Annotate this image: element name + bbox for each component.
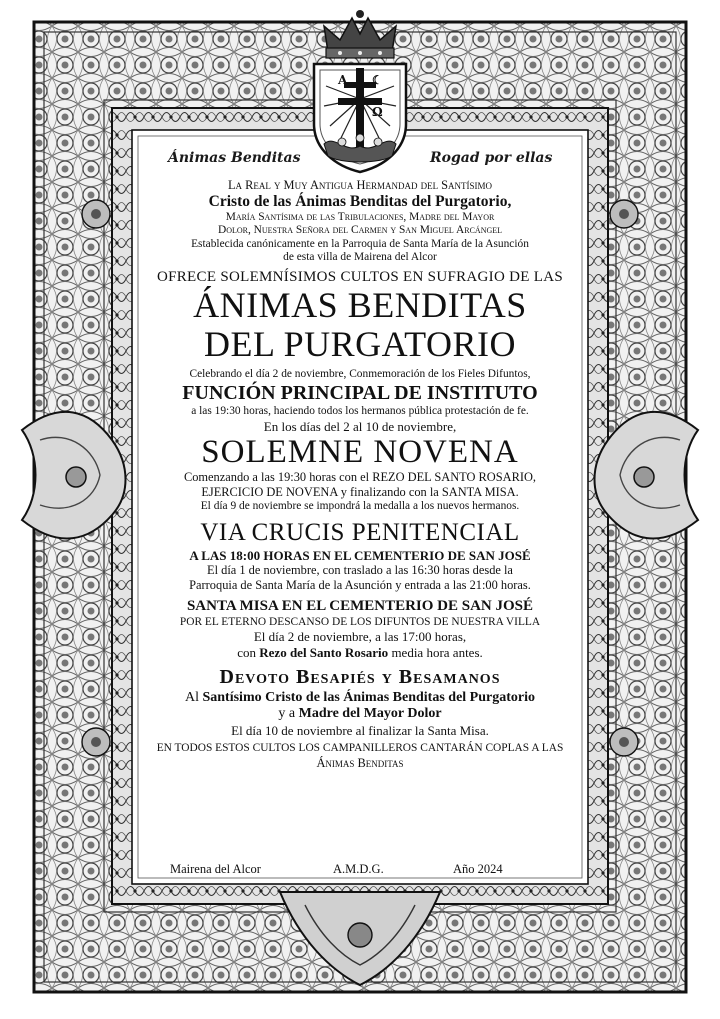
campanilleros-line-2: Ánimas Benditas	[316, 755, 404, 770]
via-crucis-sub: A LAS 18:00 HORAS EN EL CEMENTERIO DE SAN JOSÉ	[189, 547, 531, 563]
brotherhood-crest	[300, 4, 420, 174]
via-crucis-heading: VIA CRUCIS PENITENCIAL	[200, 518, 520, 546]
intro-line-5: Establecida canónicamente en la Parroquia de Santa María de la Asunción	[191, 237, 529, 250]
intro-line-6: de esta villa de Mairena del Alcor	[283, 251, 437, 264]
misa-sub: POR EL ETERNO DESCANSO DE LOS DIFUNTOS DE NUESTRA VILLA	[179, 616, 541, 628]
intro-line-2: Cristo de las Ánimas Benditas del Purgatorio,	[208, 192, 512, 210]
besamanos-heading: Devoto Besapiés y Besamanos	[219, 666, 501, 689]
novena-line-1: Comenzando a las 19:30 horas con el REZO DEL SANTO ROSARIO,	[183, 470, 537, 485]
tagline-rogad-por-ellas: Rogad por ellas	[430, 150, 553, 166]
ofrece-line: OFRECE SOLEMNÍSIMOS CULTOS EN SUFRAGIO DE LAS	[156, 268, 564, 285]
novena-line-2: EJERCICIO DE NOVENA y finalizando con la SANTA MISA.	[201, 484, 519, 499]
intro-line-3: María Santísima de las Tribulaciones, Madre del Mayor	[225, 210, 495, 223]
campanilleros-line-1: EN TODOS ESTOS CULTOS LOS CAMPANILLEROS CANTARÁN COPLAS A LAS	[156, 742, 564, 755]
novena-line-3: El día 9 de noviembre se impondrá la medalla a los nuevos hermanos.	[200, 499, 520, 512]
footer-location: Mairena del Alcor	[170, 862, 261, 876]
footer-amdg: A.M.D.G.	[333, 862, 384, 876]
funcion-pre: Celebrando el día 2 de noviembre, Conmemoración de los Fieles Difuntos,	[189, 368, 531, 381]
besamanos-line-3: El día 10 de noviembre al finalizar la Santa Misa.	[231, 722, 489, 738]
besamanos-line-1: Al Santísimo Cristo de las Ánimas Benditas del Purgatorio	[184, 689, 535, 705]
funcion-post: a las 19:30 horas, haciendo todos los hermanos pública protestación de fe.	[191, 405, 529, 418]
via-crucis-line-2: Parroquia de Santa María de la Asunción y entrada a las 21:00 horas.	[189, 577, 531, 592]
tagline-animas-benditas: Ánimas Benditas	[168, 150, 301, 166]
misa-heading: SANTA MISA EN EL CEMENTERIO DE SAN JOSÉ	[186, 598, 534, 615]
novena-pre: En los días del 2 al 10 de noviembre,	[263, 418, 457, 434]
footer-year: Año 2024	[453, 862, 503, 876]
besamanos-line-2: y a Madre del Mayor Dolor	[278, 706, 442, 722]
crown-icon	[324, 10, 396, 58]
svg-text:☾: ☾	[372, 73, 383, 87]
intro-line-4: Dolor, Nuestra Señora del Carmen y San Miguel Arcángel	[217, 224, 503, 237]
title-line-1: ÁNIMAS BENDITAS	[193, 285, 527, 326]
poster-content	[140, 178, 580, 770]
misa-line-1: El día 2 de noviembre, a las 17:00 horas,	[253, 629, 467, 645]
novena-heading: SOLEMNE NOVENA	[201, 433, 519, 470]
misa-line-2: con Rezo del Santo Rosario media hora antes.	[237, 644, 483, 660]
shield-alpha: A	[338, 73, 348, 87]
funcion-heading: FUNCIÓN PRINCIPAL DE INSTITUTO	[182, 381, 538, 404]
shield-omega: Ω	[372, 105, 383, 119]
title-line-2: DEL PURGATORIO	[203, 324, 516, 365]
intro-line-1: La Real y Muy Antigua Hermandad del Santísimo	[227, 178, 493, 192]
via-crucis-line-1: El día 1 de noviembre, con traslado a las 16:30 horas desde la	[207, 563, 513, 578]
